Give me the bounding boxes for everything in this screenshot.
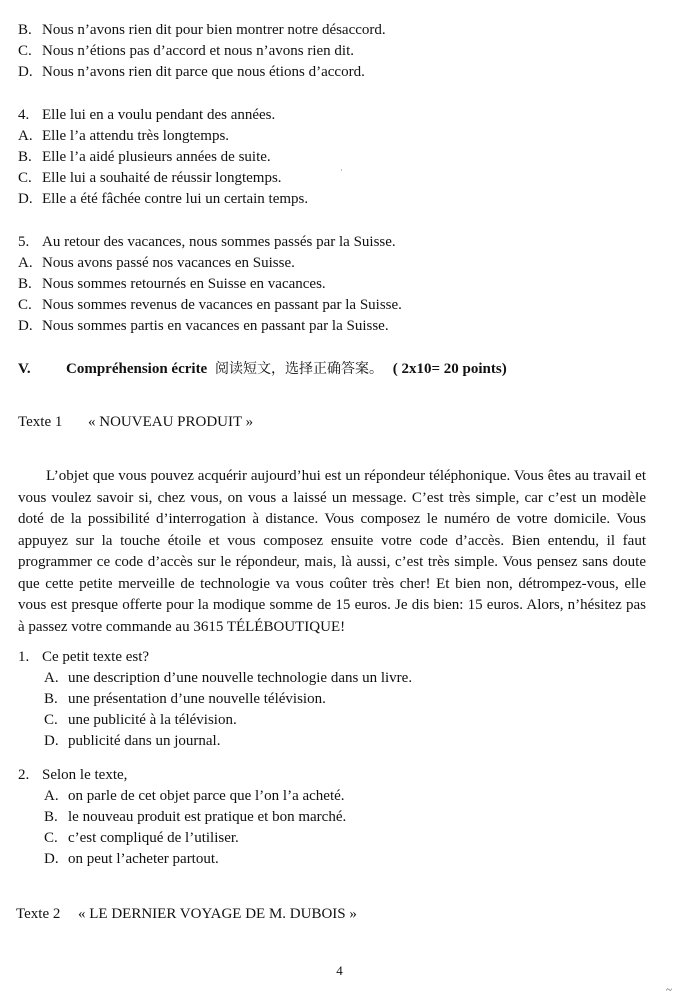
texte1-option-2c: C. c’est compliqué de l’utiliser. bbox=[44, 830, 239, 846]
option-3b: B. Nous n’avons rien dit pour bien montrer notre désaccord. bbox=[18, 22, 386, 38]
texte1-question-1: 1. Ce petit texte est? bbox=[18, 649, 150, 665]
page-number: 4 bbox=[336, 963, 343, 978]
option-5b: B. Nous sommes retournés en Suisse en vacances. bbox=[18, 276, 326, 292]
option-4a: A. Elle l’a attendu très longtemps. bbox=[18, 128, 230, 144]
texte1-option-1b: B. une présentation d’une nouvelle télévision. bbox=[44, 691, 326, 707]
texte2-heading: Texte 2 « LE DERNIER VOYAGE DE M. DUBOIS » bbox=[16, 906, 357, 922]
option-4d: D. Elle a été fâchée contre lui un certain temps. bbox=[18, 191, 309, 207]
scan-mark-icon: ~ bbox=[666, 984, 672, 996]
option-5c: C. Nous sommes revenus de vacances en passant par la Suisse. bbox=[18, 297, 402, 313]
option-3c: C. Nous n’étions pas d’accord et nous n’avons rien dit. bbox=[18, 43, 355, 59]
texte1-option-1a: A. une description d’une nouvelle technologie dans un livre. bbox=[44, 670, 413, 686]
texte1-option-1c: C. une publicité à la télévision. bbox=[44, 712, 237, 728]
texte1-option-1d: D. publicité dans un journal. bbox=[44, 733, 221, 749]
question-4: 4. Elle lui en a voulu pendant des années. bbox=[18, 107, 276, 123]
option-5d: D. Nous sommes partis en vacances en passant par la Suisse. bbox=[18, 318, 389, 334]
option-4c: C. Elle lui a souhaité de réussir longtemps. bbox=[18, 170, 282, 186]
texte1-paragraph: L’objet que vous pouvez acquérir aujourd’hui est un répondeur téléphonique. Vous êtes au travail et vous voulez savoir si, chez vous, on vous a laissé un message. C’est très simple, car c’est un modèle doté de la possibilité d’interrogation à distance. Vous composez le numéro de votre domicile. Vous appuyez sur la touche étoile et vous composez ensuite votre code d’accès. Bien entendu, il faut programmer ce code d’accès sur le répondeur, mais, là aussi, c’est très simple. Vous pensez sans doute que cette petite merveille de technologie va vous coûter très cher! Et bien non, détrompez-vous, elle vous est presque offerte pour la modique somme de 15 euros. Je dis bien: 15 euros. Alors, n’hésitez pas à passez votre commande au 3615 TÉLÉBOUTIQUE! bbox=[18, 468, 646, 635]
texte1-option-2b: B. le nouveau produit est pratique et bon marché. bbox=[44, 809, 347, 825]
option-4b: B. Elle l’a aidé plusieurs années de suite. bbox=[18, 149, 271, 165]
texte1-option-2a: A. on parle de cet objet parce que l’on l’a acheté. bbox=[44, 788, 345, 804]
scan-speck: · bbox=[340, 166, 343, 175]
question-5: 5. Au retour des vacances, nous sommes passés par la Suisse. bbox=[18, 234, 396, 250]
section-heading: V. Compréhension écrite 阅读短文，选择正确答案。 ( 2x10= 20 points) bbox=[18, 361, 507, 377]
texte1-option-2d: D. on peut l’acheter partout. bbox=[44, 851, 219, 867]
option-3d: D. Nous n’avons rien dit parce que nous étions d’accord. bbox=[18, 64, 365, 80]
texte1-question-2: 2. Selon le texte, bbox=[18, 767, 128, 783]
option-5a: A. Nous avons passé nos vacances en Suisse. bbox=[18, 255, 295, 271]
texte1-heading: Texte 1 « NOUVEAU PRODUIT » bbox=[18, 414, 254, 430]
